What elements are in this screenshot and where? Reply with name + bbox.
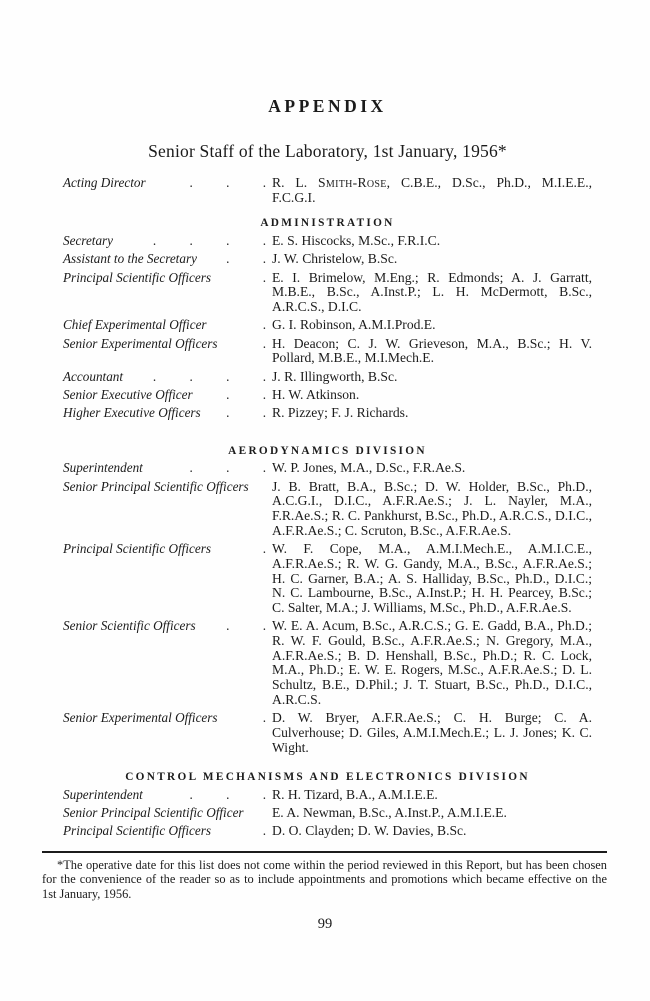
role-label: Principal Scientific Officers — [63, 541, 211, 557]
staff-row — [63, 271, 592, 315]
footnote-block — [42, 851, 607, 901]
role-label: Chief Experimental Officer — [63, 317, 207, 333]
leader-dots: . . — [226, 387, 266, 402]
role-label-cell — [63, 711, 272, 726]
staff-row — [63, 619, 592, 707]
leader-dots: . — [262, 270, 266, 285]
leader-dots: . . . — [189, 176, 266, 190]
staff-names: W. E. A. Acum, B.Sc., A.R.C.S.; G. E. Gadd, B.A., Ph.D.; R. W. F. Gould, B.Sc., A.F.R.Ae.S.; N. Gregory, M.A., A.F.R.Ae.S.; B. D. Henshall, B.Sc., Ph.D.; R. C. Lock, M.A., Ph.D.; E. W. E. Rogers, M.Sc., A.F.R.Ae.S.; D. L. Schultz, B.E., D.Phil.; J. T. Stuart, B.Sc., Ph.D., D.I.C., A.R.C.S. — [272, 618, 592, 707]
role-label: Acting Director — [63, 175, 146, 190]
role-label: Principal Scientific Officers — [63, 823, 211, 839]
staff-names: R. Pizzey; F. J. Richards. — [272, 405, 409, 421]
staff-names: J. R. Illingworth, B.Sc. — [272, 368, 398, 384]
staff-row — [63, 176, 592, 205]
staff-names: H. Deacon; C. J. W. Grieveson, M.A., B.Sc.; H. V. Pollard, M.B.E., M.I.Mech.E. — [272, 335, 592, 366]
staff-names: W. P. Jones, M.A., D.Sc., F.R.Ae.S. — [272, 460, 466, 476]
staff-row — [63, 824, 592, 839]
page-title: APPENDIX — [268, 96, 387, 116]
role-label-cell — [63, 318, 272, 333]
role-label: Assistant to the Secretary — [63, 251, 197, 267]
staff-row — [63, 480, 592, 539]
role-label: Senior Experimental Officers — [63, 335, 218, 351]
staff-names: J. B. Bratt, B.A., B.Sc.; D. W. Holder, B.Sc., Ph.D., A.C.G.I., D.I.C., A.F.R.Ae.S.; J. L. Nayler, M.A., F.R.Ae.S.; R. C. Pankhurst, B.Sc., Ph.D., A.R.C.S., D.I.C., A.F.R.Ae.S.; C. Scruton, B.Sc., A.F.R.Ae.S. — [272, 478, 592, 538]
staff-row — [63, 711, 592, 755]
role-label: Senior Experimental Officers — [63, 710, 218, 726]
staff-row — [63, 234, 592, 249]
role-label: Senior Principal Scientific Officers — [63, 478, 249, 494]
role-label: Senior Executive Officer — [63, 386, 193, 402]
staff-row — [63, 461, 592, 476]
role-label: Higher Executive Officers — [63, 405, 201, 421]
section-heading: AERODYNAMICS DIVISION — [228, 444, 427, 457]
staff-names: D. O. Clayden; D. W. Davies, B.Sc. — [272, 823, 467, 839]
staff-names: E. A. Newman, B.Sc., A.Inst.P., A.M.I.E.E. — [272, 805, 507, 821]
role-label: Senior Scientific Officers — [63, 618, 196, 634]
staff-row — [63, 388, 592, 403]
leader-dots: . — [262, 711, 266, 726]
leader-dots: . . . . — [152, 369, 266, 384]
leader-dots: . — [262, 824, 266, 839]
role-label-cell — [63, 788, 272, 803]
role-label: Secretary — [63, 233, 114, 248]
leader-dots — [257, 480, 266, 495]
role-label-cell — [63, 806, 272, 821]
section-rows — [63, 234, 592, 421]
role-label: Senior Principal Scientific Officer — [63, 805, 244, 821]
role-label: Principal Scientific Officers — [63, 269, 211, 285]
role-label-cell — [63, 824, 272, 839]
leader-dots: . . — [226, 406, 266, 421]
section-rows — [63, 788, 592, 839]
section-rows — [63, 461, 592, 755]
staff-row — [63, 788, 592, 803]
role-label: Superintendent — [63, 786, 143, 802]
staff-names: E. S. Hiscocks, M.Sc., F.R.I.C. — [272, 233, 441, 248]
staff-names: W. F. Cope, M.A., A.M.I.Mech.E., A.M.I.C.E., A.F.R.Ae.S.; R. W. G. Gandy, M.A., B.Sc., A.F.R.Ae.S.; H. C. Garner, B.A.; A. S. Halliday, B.Sc., Ph.D., D.I.C.; N. C. Lambourne, B.Sc., A.Inst.P.; H. H. Pearcey, B.Sc.; C. Salter, M.A.; J. Williams, M.Sc., Ph.D., A.F.R.Ae.S. — [272, 541, 592, 615]
role-label-cell — [63, 542, 272, 557]
acting-director-entry — [63, 176, 592, 205]
staff-row — [63, 370, 592, 385]
director-honours: , C.B.E., D.Sc., Ph.D., M.I.E.E., F.C.G.I. — [272, 175, 593, 205]
leader-dots: . . . — [189, 787, 266, 802]
page-subtitle: Senior Staff of the Laboratory, 1st January, 1956* — [148, 141, 507, 161]
role-label-cell — [63, 406, 272, 421]
leader-dots — [252, 806, 266, 821]
staff-names — [272, 176, 592, 205]
role-label: Accountant — [63, 368, 124, 384]
section-control-mechanisms-division — [63, 771, 592, 839]
section-heading: ADMINISTRATION — [260, 217, 395, 230]
role-label-cell — [63, 252, 272, 267]
staff-names: G. I. Robinson, A.M.I.Prod.E. — [272, 317, 436, 333]
footnote-text: *The operative date for this list does not come within the period reviewed in this Report, but has been chosen for the convenience of the reader so as to include appointments and promotions which became effective on the 1st January, 1956. — [42, 858, 607, 901]
leader-dots: . — [262, 336, 266, 351]
leader-dots: . — [262, 542, 266, 557]
text-block — [63, 0, 592, 839]
role-label-cell — [63, 234, 272, 249]
staff-row — [63, 337, 592, 366]
staff-names: R. H. Tizard, B.A., A.M.I.E.E. — [272, 786, 438, 802]
leader-dots: . — [262, 318, 266, 333]
role-label-cell — [63, 619, 272, 634]
staff-names: E. I. Brimelow, M.Eng.; R. Edmonds; A. J. Garratt, M.B.E., B.Sc., A.Inst.P.; L. H. McDermott, B.Sc., A.R.C.S., D.I.C. — [272, 269, 592, 314]
role-label-cell — [63, 337, 272, 352]
section-heading: CONTROL MECHANISMS AND ELECTRONICS DIVISION — [125, 771, 530, 784]
staff-row — [63, 318, 592, 333]
section-aerodynamics-division — [63, 445, 592, 755]
role-label-cell — [63, 176, 272, 191]
role-label-cell — [63, 480, 272, 495]
staff-row — [63, 806, 592, 821]
director-name-prefix: R. L. — [272, 175, 319, 190]
staff-row — [63, 252, 592, 267]
staff-names: H. W. Atkinson. — [272, 386, 360, 402]
leader-dots: . . . . — [152, 234, 266, 248]
role-label: Superintendent — [63, 460, 143, 476]
page-number: 99 — [317, 915, 333, 932]
leader-dots: . . . — [189, 461, 266, 476]
staff-row — [63, 542, 592, 616]
leader-dots: . . — [226, 619, 266, 634]
leader-dots: . . — [226, 252, 266, 267]
director-surname: Smith-Rose — [318, 175, 387, 190]
section-administration — [63, 217, 592, 420]
staff-row — [63, 406, 592, 421]
role-label-cell — [63, 388, 272, 403]
staff-names: D. W. Bryer, A.F.R.Ae.S.; C. H. Burge; C. A. Culverhouse; D. Giles, A.M.I.Mech.E.; L. J. Jones; K. C. Wight. — [272, 710, 592, 755]
role-label-cell — [63, 461, 272, 476]
role-label-cell — [63, 271, 272, 286]
role-label-cell — [63, 370, 272, 385]
staff-names: J. W. Christelow, B.Sc. — [272, 251, 398, 267]
